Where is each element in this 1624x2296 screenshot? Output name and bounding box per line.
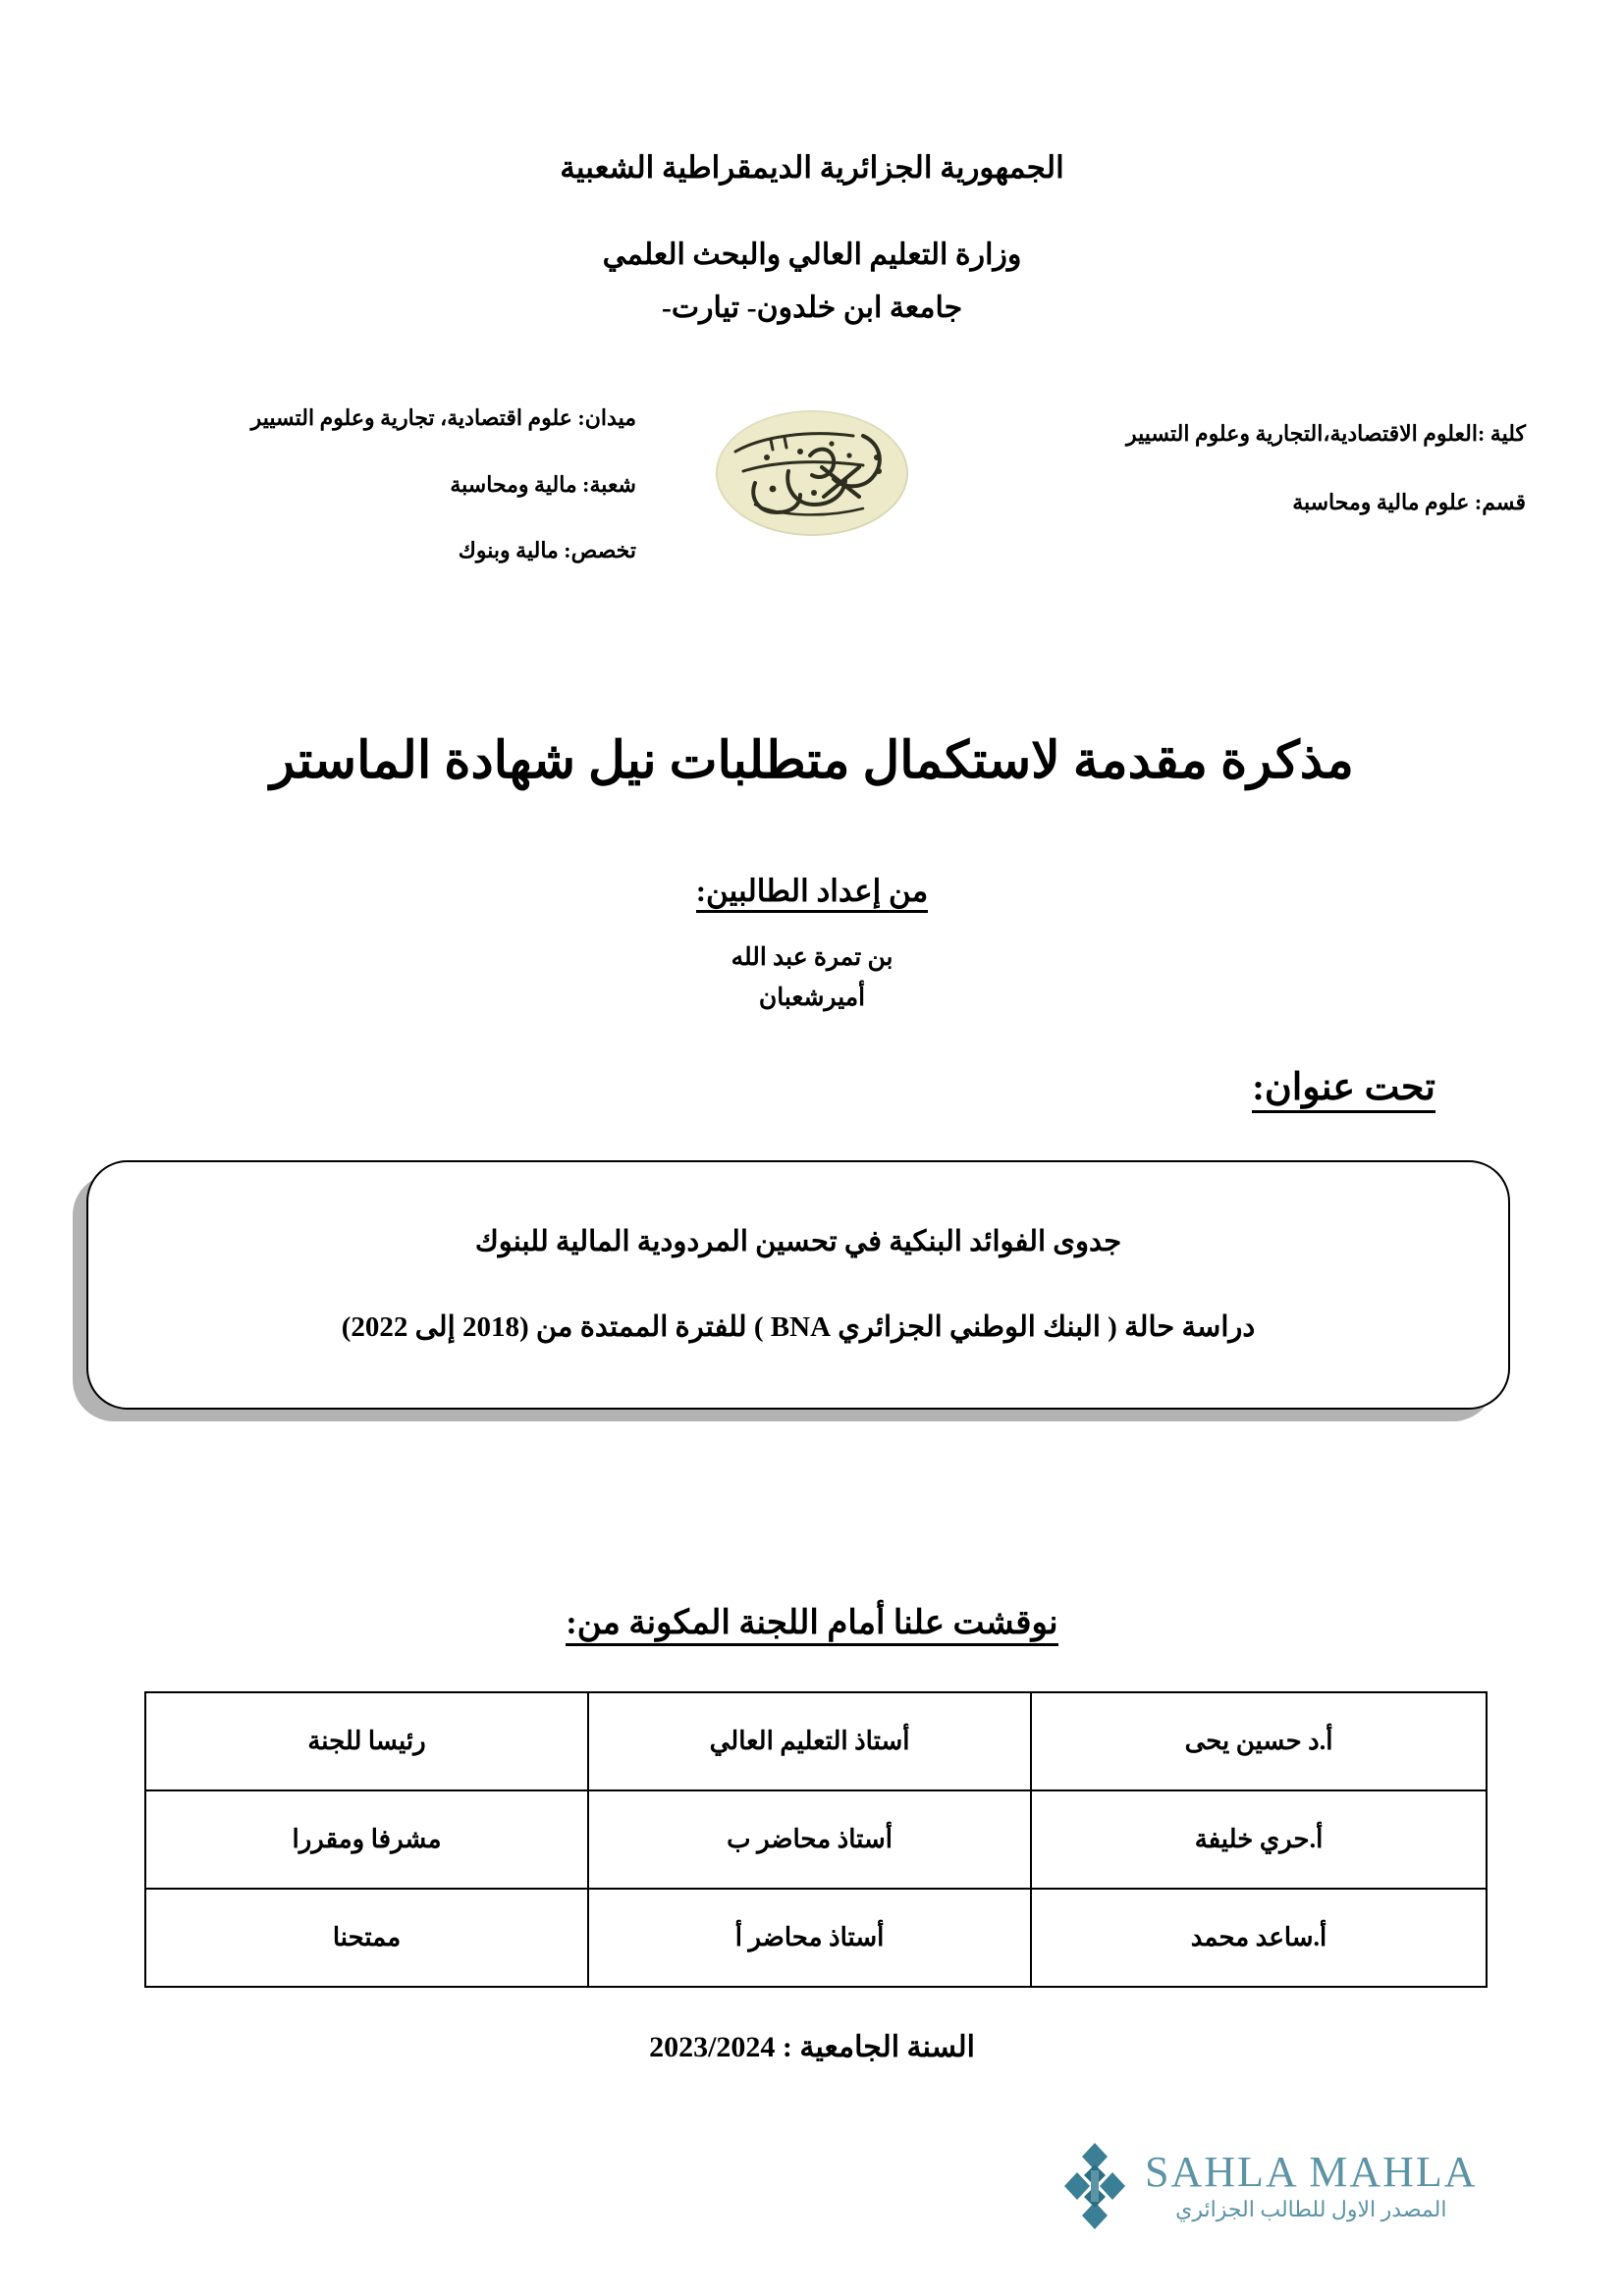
table-row [145,1790,1487,1889]
faculty-info-block [976,420,1526,557]
field-line: ميدان: علوم اقتصادية، تجارية وعلوم التسيير [250,405,636,430]
branch-line: شعبة: مالية ومحاسبة [450,471,636,497]
ministry-line: وزارة التعليم العالي والبحث العلمي [602,238,1022,271]
under-title-text: تحت عنوان: [1252,1067,1435,1113]
sahla-mahla-name: SAHLA MAHLA [1145,2147,1478,2196]
committee-member-name: أ.حري خليفة [1031,1790,1487,1889]
committee-member-role: رئيسا للجنة [145,1692,588,1790]
identity-band [0,404,1624,620]
document-header [0,147,1624,329]
specialty-line: تخصص: مالية وبنوك [458,538,636,562]
university-seal-logo [716,410,908,536]
student-name: بن تمرة عبد الله [731,944,893,971]
thesis-title-box-wrapper [86,1160,1508,1408]
university-line: جامعة ابن خلدون- تيارت- [661,292,963,325]
committee-member-name: أ.د حسين يحى [1031,1692,1487,1790]
master-degree-statement: مذكرة مقدمة لاستكمال متطلبات نيل شهادة الماستر [270,733,1354,789]
committee-member-rank: أستاذ محاضر ب [588,1790,1031,1889]
table-row [145,1692,1487,1790]
prepared-by-text: من إعداد الطالبين: [696,874,929,913]
committee-member-rank: أستاذ التعليم العالي [588,1692,1031,1790]
sahla-mahla-tagline: المصدر الاول للطالب الجزائري [1175,2197,1447,2222]
committee-member-role: مشرفا ومقررا [145,1790,588,1889]
sahla-mahla-diamond-icon [1058,2141,1131,2231]
department-line: قسم: علوم مالية ومحاسبة [1292,489,1526,514]
prepared-by-label [0,874,1624,909]
committee-table [144,1691,1488,1988]
academic-year-line: السنة الجامعية : 2023/2024 [649,2031,975,2063]
sahla-mahla-watermark [1058,2122,1530,2250]
committee-member-name: أ.ساعد محمد [1031,1889,1487,1987]
thesis-title-box [86,1160,1510,1410]
seal-calligraphy-icon [716,410,908,536]
program-info-block [86,404,636,604]
faculty-line: كلية :العلوم الاقتصادية،التجارية وعلوم التسيير [1125,421,1526,446]
table-row [145,1889,1487,1987]
student-name: أميرشعبان [758,985,866,1012]
under-title-label [1252,1065,1435,1109]
committee-member-role: ممتحنا [145,1889,588,1987]
thesis-title-line-2: دراسة حالة ( البنك الوطني الجزائري BNA ) للفترة الممتدة من (2018 إلى 2022) [341,1311,1256,1343]
student-names-list [0,937,1624,1019]
committee-member-rank: أستاذ محاضر أ [588,1889,1031,1987]
republic-line: الجمهورية الجزائرية الديمقراطية الشعبية [560,150,1064,185]
committee-label-text: نوقشت علنا أمام اللجنة المكونة من: [566,1605,1057,1646]
sahla-mahla-text [1145,2147,1478,2222]
thesis-title-line-1: جدوى الفوائد البنكية في تحسين المردودية المالية للبنوك [474,1225,1122,1257]
committee-label [0,1603,1624,1642]
